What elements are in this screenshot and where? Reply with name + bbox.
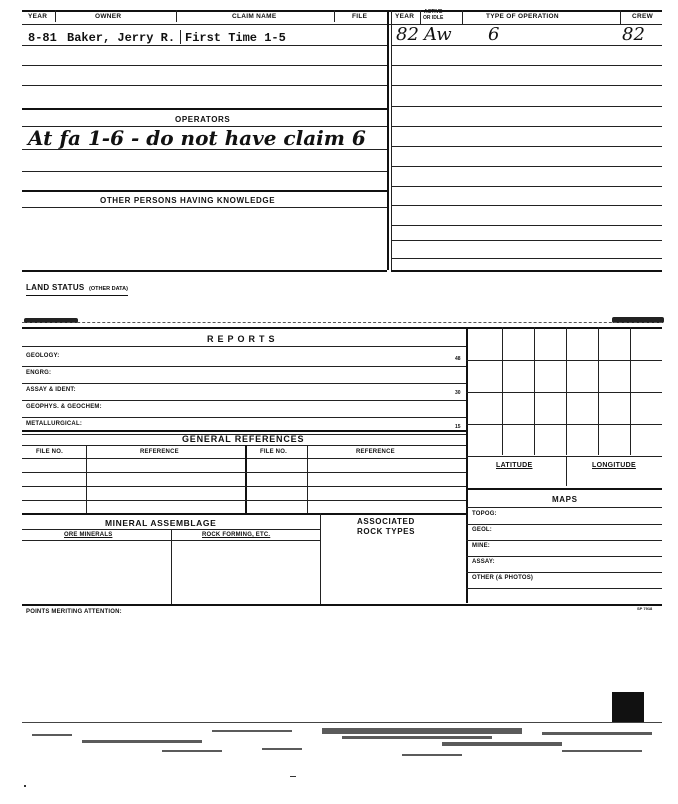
rule bbox=[466, 507, 662, 508]
associated-label-1: ASSOCIATED bbox=[357, 517, 415, 526]
grid bbox=[502, 327, 503, 455]
rule bbox=[391, 85, 662, 86]
active-bottom: OR IDLE bbox=[423, 15, 444, 21]
rule bbox=[391, 240, 662, 241]
grid bbox=[534, 327, 535, 455]
grid bbox=[466, 456, 662, 457]
rule bbox=[22, 472, 466, 473]
col-header-owner: OWNER bbox=[95, 13, 122, 20]
rule bbox=[391, 258, 662, 259]
report-page-num: 15 bbox=[455, 424, 461, 430]
record-claim: First Time 1-5 bbox=[185, 31, 286, 45]
record-owner: Baker, Jerry R. bbox=[67, 31, 176, 45]
maps-rule bbox=[466, 556, 662, 557]
longitude-label: LONGITUDE bbox=[592, 462, 636, 469]
rule bbox=[391, 45, 662, 46]
record-active-handwritten: Aw bbox=[424, 24, 452, 45]
report-rule bbox=[22, 417, 466, 418]
mineral-assemblage-title: MINERAL ASSEMBLAGE bbox=[105, 518, 217, 528]
rule bbox=[22, 190, 387, 192]
grid bbox=[598, 327, 599, 455]
center-divider-inner bbox=[391, 10, 392, 270]
ore-minerals-label: ORE MINERALS bbox=[64, 532, 113, 538]
sep bbox=[55, 10, 56, 22]
operators-title: OPERATORS bbox=[175, 115, 231, 124]
sep bbox=[334, 10, 335, 22]
grid bbox=[566, 327, 567, 455]
maps-row-label: ASSAY: bbox=[472, 559, 495, 565]
rule bbox=[22, 85, 387, 86]
report-label: METALLURGICAL: bbox=[26, 421, 83, 427]
maps-row-label: GEOL: bbox=[472, 527, 492, 533]
operators-note-handwritten: At fa 1-6 - do not have claim 6 bbox=[28, 126, 366, 150]
grid bbox=[566, 456, 567, 486]
rule bbox=[22, 486, 466, 487]
rule bbox=[22, 171, 387, 172]
report-rule bbox=[22, 383, 466, 384]
sep bbox=[620, 10, 621, 24]
sep bbox=[180, 30, 181, 44]
report-rule bbox=[22, 366, 466, 367]
col-header-year: YEAR bbox=[28, 13, 48, 20]
rule bbox=[22, 270, 387, 272]
reports-right-divider bbox=[466, 327, 468, 603]
col-header-crew: CREW bbox=[632, 13, 654, 20]
grid bbox=[466, 392, 662, 393]
maps-row-label: OTHER (& PHOTOS) bbox=[472, 575, 534, 581]
col-header-file: FILE bbox=[352, 13, 368, 20]
ref-col-reference-2: REFERENCE bbox=[356, 449, 395, 455]
scan-dot bbox=[290, 776, 296, 777]
sep bbox=[420, 10, 421, 24]
ref-col-file-no-1: FILE NO. bbox=[36, 449, 63, 455]
record-type-handwritten: 6 bbox=[488, 24, 500, 45]
rule bbox=[391, 186, 662, 187]
land-status-label bbox=[26, 277, 128, 296]
grid bbox=[245, 445, 247, 513]
col-header-claim-name: CLAIM NAME bbox=[232, 13, 277, 20]
rule bbox=[22, 500, 466, 501]
col-header-year2: YEAR bbox=[395, 13, 415, 20]
top-border bbox=[22, 10, 662, 12]
report-label: GEOLOGY: bbox=[26, 353, 60, 359]
general-references-title: GENERAL REFERENCES bbox=[182, 434, 305, 444]
rule bbox=[391, 126, 662, 127]
maps-rule bbox=[466, 540, 662, 541]
maps-rule bbox=[466, 524, 662, 525]
rule bbox=[22, 207, 387, 208]
ref-col-file-no-2: FILE NO. bbox=[260, 449, 287, 455]
registration-mark bbox=[612, 692, 644, 722]
grid bbox=[86, 445, 87, 513]
grid bbox=[466, 360, 662, 361]
ref-col-reference-1: REFERENCE bbox=[140, 449, 179, 455]
maps-title: MAPS bbox=[552, 495, 578, 504]
center-divider bbox=[387, 10, 389, 270]
rock-forming-label: ROCK FORMING, ETC. bbox=[202, 532, 271, 538]
active-top: ACTIVE bbox=[423, 9, 443, 15]
rule bbox=[391, 205, 662, 206]
other-persons-title: OTHER PERSONS HAVING KNOWLEDGE bbox=[100, 196, 276, 205]
maps-rule bbox=[466, 588, 662, 589]
rule bbox=[391, 166, 662, 167]
grid bbox=[320, 513, 321, 605]
rule bbox=[22, 322, 662, 323]
points-meriting-attention-label: POINTS MERITING ATTENTION: bbox=[26, 609, 122, 615]
rule bbox=[22, 604, 662, 606]
rule bbox=[22, 458, 466, 459]
record-crew-handwritten: 82 bbox=[622, 24, 645, 45]
header-divider bbox=[22, 24, 662, 25]
rule bbox=[22, 346, 466, 347]
sep bbox=[462, 10, 463, 24]
rule bbox=[466, 488, 662, 490]
rule bbox=[22, 513, 466, 515]
report-label: ENGRG: bbox=[26, 370, 52, 376]
maps-row-label: TOPOG: bbox=[472, 511, 497, 517]
col-header-type-of-operation: TYPE OF OPERATION bbox=[486, 13, 559, 20]
grid bbox=[307, 445, 308, 513]
rule bbox=[22, 45, 387, 46]
rule bbox=[22, 445, 466, 446]
rule bbox=[391, 270, 662, 272]
maps-rule bbox=[466, 572, 662, 573]
report-label: ASSAY & IDENT: bbox=[26, 387, 76, 393]
rule bbox=[22, 65, 387, 66]
land-status-title: LAND STATUS bbox=[26, 283, 85, 292]
associated-label-2: ROCK TYPES bbox=[357, 527, 416, 536]
reports-title: REPORTS bbox=[207, 334, 279, 344]
form-code: SP 7918 bbox=[637, 606, 653, 611]
land-status-sub: (OTHER DATA) bbox=[89, 286, 128, 292]
scan-noise-band bbox=[22, 720, 662, 765]
rule bbox=[22, 149, 387, 150]
rule bbox=[22, 430, 466, 432]
rule bbox=[22, 108, 387, 110]
record-year-handwritten: 82 bbox=[396, 24, 419, 45]
rule bbox=[22, 540, 320, 541]
report-rule bbox=[22, 400, 466, 401]
sep bbox=[176, 10, 177, 22]
rule bbox=[391, 146, 662, 147]
rule bbox=[391, 106, 662, 107]
maps-row-label: MINE: bbox=[472, 543, 490, 549]
report-label: GEOPHYS. & GEOCHEM: bbox=[26, 404, 102, 410]
scan-dot bbox=[24, 785, 26, 787]
col-header-active bbox=[423, 9, 443, 21]
rule bbox=[391, 65, 662, 66]
report-page-num: 48 bbox=[455, 356, 461, 362]
rule bbox=[391, 225, 662, 226]
latitude-label: LATITUDE bbox=[496, 462, 533, 469]
report-page-num: 30 bbox=[455, 390, 461, 396]
record-date: 8-81 bbox=[28, 31, 57, 45]
grid bbox=[466, 424, 662, 425]
grid bbox=[630, 327, 631, 455]
